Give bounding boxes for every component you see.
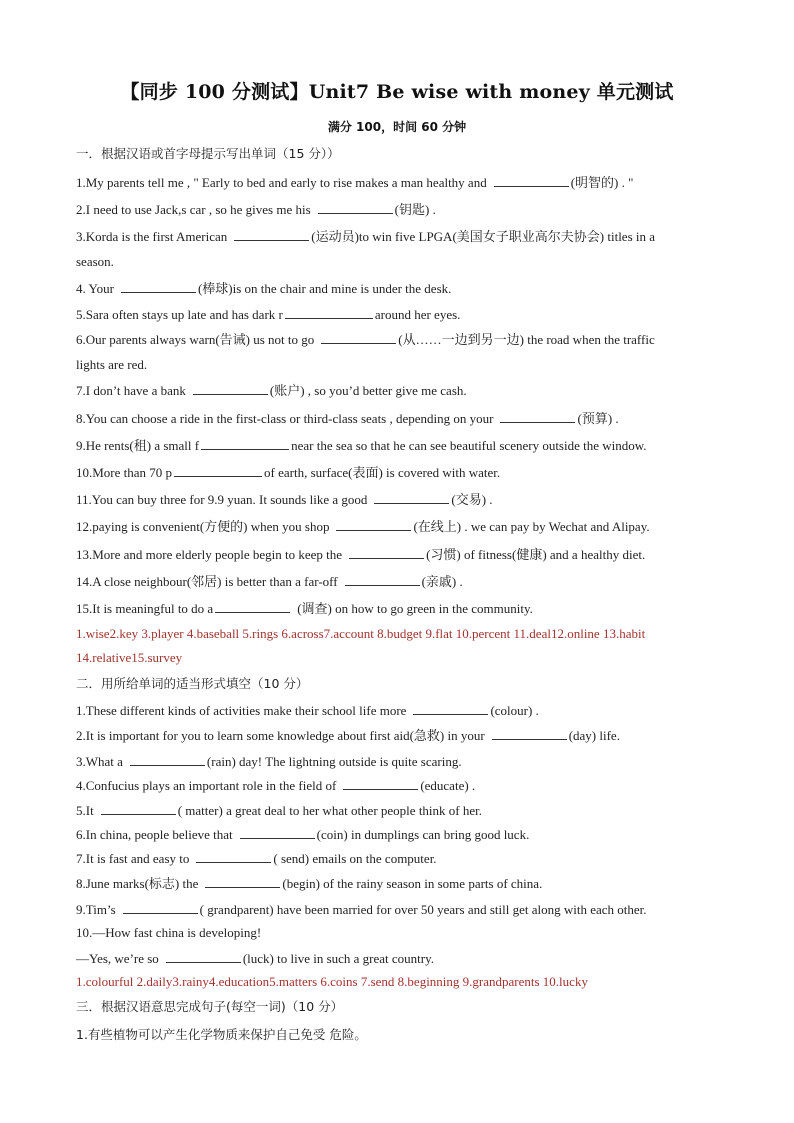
answer-blank[interactable]	[193, 382, 268, 395]
question-text: 6.Our parents always warn(告诫) us not to go	[76, 332, 315, 347]
answer-blank[interactable]	[345, 573, 420, 586]
section-2-answers: 1.colourful 2.daily3.rainy4.education5.matters 6.coins 7.send 8.beginning 9.grandparents 10.lucky	[76, 974, 588, 989]
question-1-4	[76, 280, 726, 297]
question-1-10	[76, 464, 726, 481]
question-text: (明智的) . "	[570, 175, 634, 190]
question-text: —Yes, we’re so	[76, 951, 159, 966]
question-1-13	[76, 546, 726, 563]
question-1-6-continued: lights are red.	[76, 357, 148, 372]
answer-blank[interactable]	[374, 491, 449, 504]
question-text: (账户) , so you’d better give me cash.	[269, 383, 467, 398]
question-text: 14.A close neighbour(邻居) is better than a far-off	[76, 574, 338, 589]
question-1-14	[76, 573, 726, 590]
question-text: 11.You can buy three for 9.9 yuan. It sounds like a good	[76, 492, 368, 507]
question-text: 15.It is meaningful to do a	[76, 601, 214, 616]
section-1-answers-continued: 14.relative15.survey	[76, 650, 183, 665]
answer-blank[interactable]	[343, 777, 418, 790]
question-text: around her eyes.	[374, 307, 461, 322]
question-1-12	[76, 518, 726, 535]
question-text: 8.June marks(标志) the	[76, 876, 199, 891]
question-text: 7.I don’t have a bank	[76, 383, 186, 398]
question-2-10: 10.—How fast china is developing!	[76, 925, 262, 940]
answer-blank[interactable]	[234, 228, 309, 241]
question-2-8	[76, 875, 726, 892]
question-2-1	[76, 702, 726, 719]
question-1-9	[76, 437, 726, 454]
question-text: (亲戚) .	[421, 574, 463, 589]
question-1-2	[76, 201, 726, 218]
question-1-3-continued: season.	[76, 254, 114, 269]
answer-blank[interactable]	[205, 875, 280, 888]
section-2-heading: 二．用所给单词的适当形式填空（10 分）	[76, 676, 309, 691]
question-text: (rain) day! The lightning outside is quite scaring.	[206, 754, 462, 769]
question-text: 13.More and more elderly people begin to keep the	[76, 547, 343, 562]
answer-blank[interactable]	[215, 600, 290, 613]
question-text: ( grandparent) have been married for over 50 years and still get along with each other.	[199, 902, 647, 917]
question-text: ( send) emails on the computer.	[273, 851, 437, 866]
page-title: 【同步 100 分测试】Unit7 Be wise with money 单元测试	[120, 81, 674, 103]
answer-blank[interactable]	[500, 410, 575, 423]
question-1-7	[76, 382, 726, 399]
answer-blank[interactable]	[349, 546, 424, 559]
question-text: 9.Tim’s	[76, 902, 116, 917]
question-text: 6.In china, people believe that	[76, 827, 233, 842]
question-text: 12.paying is convenient(方便的) when you shop	[76, 519, 330, 534]
question-text: 3.What a	[76, 754, 123, 769]
question-text: 7.It is fast and easy to	[76, 851, 190, 866]
question-text: 8.You can choose a ride in the first-class or third-class seats , depending on your	[76, 411, 494, 426]
question-text: (colour) .	[490, 703, 539, 718]
question-text: 9.He rents(租) a small f	[76, 438, 200, 453]
section-3-heading: 三．根据汉语意思完成句子(每空一词)（10 分）	[76, 999, 344, 1014]
question-text: (begin) of the rainy season in some parts of china.	[282, 876, 543, 891]
question-2-10-reply	[76, 950, 726, 967]
question-text: 5.Sara often stays up late and has dark r	[76, 307, 283, 322]
answer-blank[interactable]	[336, 518, 411, 531]
answer-blank[interactable]	[174, 464, 262, 477]
question-text: 4.Confucius plays an important role in the field of	[76, 778, 337, 793]
question-1-8	[76, 410, 726, 427]
question-2-4	[76, 777, 726, 794]
question-text: 3.Korda is the first American	[76, 229, 228, 244]
answer-blank[interactable]	[285, 306, 373, 319]
answer-blank[interactable]	[413, 702, 488, 715]
answer-blank[interactable]	[494, 174, 569, 187]
answer-blank[interactable]	[318, 201, 393, 214]
question-text: 4. Your	[76, 281, 114, 296]
question-text: 5.It	[76, 803, 94, 818]
question-2-5	[76, 802, 726, 819]
section-1-heading: 一．根据汉语或首字母提示写出单词（15 分））	[76, 146, 340, 161]
question-1-1	[76, 174, 726, 191]
question-text: ( matter) a great deal to her what other people think of her.	[177, 803, 482, 818]
section-1-answers: 1.wise2.key 3.player 4.baseball 5.rings 6.across7.account 8.budget 9.flat 10.percent 11.deal12.online 13.habit	[76, 626, 646, 641]
answer-blank[interactable]	[121, 280, 196, 293]
question-text: (钥匙) .	[394, 202, 436, 217]
answer-blank[interactable]	[201, 437, 289, 450]
question-text: (day) life.	[568, 728, 620, 743]
question-1-11	[76, 491, 726, 508]
question-1-5	[76, 306, 726, 323]
question-text: (运动员)to win five LPGA(美国女子职业高尔夫协会) titles in a	[311, 229, 656, 244]
question-text: 1.My parents tell me , " Early to bed and early to rise makes a man healthy and	[76, 175, 487, 190]
question-1-3	[76, 228, 726, 245]
question-text: (从……一边到另一边) the road when the traffic	[398, 332, 655, 347]
answer-blank[interactable]	[196, 850, 271, 863]
answer-blank[interactable]	[492, 727, 567, 740]
question-3-1: 1.有些植物可以产生化学物质来保护自己免受 危险。	[76, 1027, 367, 1042]
question-text: (交易) .	[451, 492, 493, 507]
question-text: (调查) on how to go green in the community.	[297, 601, 533, 616]
question-text: (在线上) . we can pay by Wechat and Alipay.	[413, 519, 650, 534]
question-2-3	[76, 753, 726, 770]
question-1-15	[76, 600, 726, 617]
question-text: of earth, surface(表面) is covered with water.	[264, 465, 501, 480]
question-text: (习惯) of fitness(健康) and a healthy diet.	[426, 547, 646, 562]
question-text: (coin) in dumplings can bring good luck.	[316, 827, 530, 842]
answer-blank[interactable]	[130, 753, 205, 766]
question-2-9	[76, 901, 726, 918]
answer-blank[interactable]	[240, 826, 315, 839]
question-text: (棒球)is on the chair and mine is under the desk.	[197, 281, 452, 296]
question-2-6	[76, 826, 726, 843]
answer-blank[interactable]	[321, 331, 396, 344]
question-text: near the sea so that he can see beautiful scenery outside the window.	[291, 438, 647, 453]
question-2-2	[76, 727, 726, 744]
answer-blank[interactable]	[166, 950, 241, 963]
question-text: (预算) .	[577, 411, 619, 426]
question-text: 1.These different kinds of activities make their school life more	[76, 703, 407, 718]
question-text: (educate) .	[420, 778, 476, 793]
question-text: 10.More than 70 p	[76, 465, 173, 480]
question-1-6	[76, 331, 726, 348]
question-text: 2.I need to use Jack,s car , so he gives me his	[76, 202, 311, 217]
question-text: 2.It is important for you to learn some knowledge about first aid(急救) in your	[76, 728, 485, 743]
answer-blank[interactable]	[123, 901, 198, 914]
question-text: (luck) to live in such a great country.	[242, 951, 435, 966]
page-subtitle: 满分 100，时间 60 分钟	[327, 120, 467, 134]
answer-blank[interactable]	[101, 802, 176, 815]
question-2-7	[76, 850, 726, 867]
